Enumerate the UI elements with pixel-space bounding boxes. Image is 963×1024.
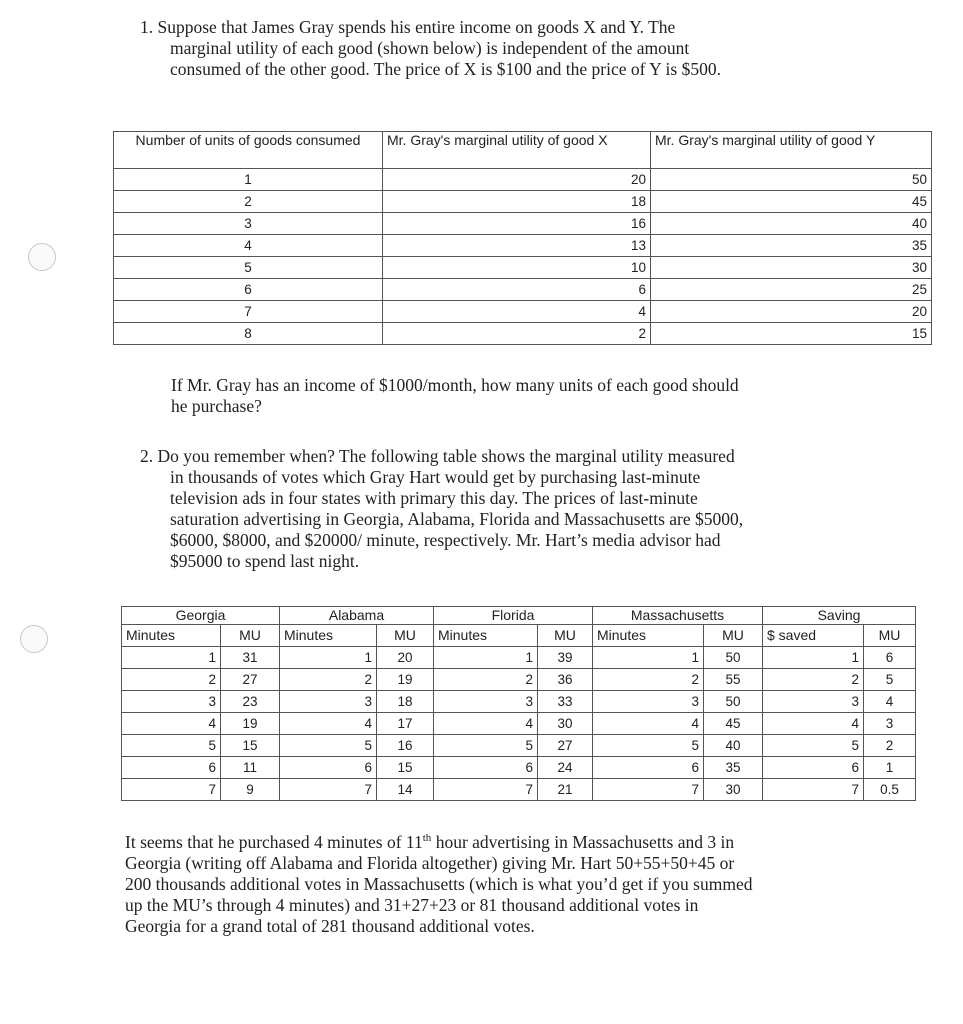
mu-y-cell: 25 <box>651 279 932 301</box>
q1-line-3: consumed of the other good. The price of X is $100 and the price of Y is $500. <box>170 59 721 79</box>
header-al-minutes: Minutes <box>280 625 377 647</box>
ma-minutes-cell: 5 <box>593 735 704 757</box>
mu-x-cell: 18 <box>383 191 651 213</box>
table-row <box>114 301 932 323</box>
mu-x-cell: 4 <box>383 301 651 323</box>
group-massachusetts: Massachusetts <box>593 607 763 625</box>
utility-table-body <box>114 169 932 345</box>
conclusion-line-1-b: hour advertising in Massachusetts and 3 in <box>431 832 735 852</box>
ga-minutes-cell: 4 <box>122 713 221 735</box>
al-minutes-cell: 1 <box>280 647 377 669</box>
units-cell: 1 <box>114 169 383 191</box>
q2-line-1: 2. Do you remember when? The following table shows the marginal utility measured <box>140 446 735 466</box>
state-group-row <box>122 607 916 625</box>
table-row <box>122 757 916 779</box>
fl-minutes-cell: 2 <box>434 669 538 691</box>
table-row <box>114 257 932 279</box>
al-minutes-cell: 3 <box>280 691 377 713</box>
question-1-prompt <box>171 375 739 417</box>
units-cell: 8 <box>114 323 383 345</box>
question-2-intro <box>140 446 743 572</box>
fl-minutes-cell: 4 <box>434 713 538 735</box>
mu-x-cell: 16 <box>383 213 651 235</box>
ma-mu-cell: 35 <box>704 757 763 779</box>
fl-mu-cell: 30 <box>538 713 593 735</box>
table-row <box>122 713 916 735</box>
ma-minutes-cell: 7 <box>593 779 704 801</box>
header-ma-mu: MU <box>704 625 763 647</box>
al-mu-cell: 14 <box>377 779 434 801</box>
ma-mu-cell: 55 <box>704 669 763 691</box>
table-row <box>122 669 916 691</box>
ma-mu-cell: 50 <box>704 691 763 713</box>
mu-x-cell: 20 <box>383 169 651 191</box>
q2-line-5: $6000, $8000, and $20000/ minute, respectively. Mr. Hart’s media advisor had <box>170 530 721 550</box>
saved-cell: 6 <box>763 757 864 779</box>
header-saving-mu: MU <box>864 625 916 647</box>
saved-cell: 3 <box>763 691 864 713</box>
header-ga-mu: MU <box>221 625 280 647</box>
q2-line-4: saturation advertising in Georgia, Alabama, Florida and Massachusetts are $5000, <box>170 509 744 529</box>
conclusion-line-2: Georgia (writing off Alabama and Florida altogether) giving Mr. Hart 50+55+50+45 or <box>125 853 735 873</box>
table-row <box>114 191 932 213</box>
mu-y-cell: 50 <box>651 169 932 191</box>
units-cell: 3 <box>114 213 383 235</box>
ma-minutes-cell: 1 <box>593 647 704 669</box>
conclusion-line-5: Georgia for a grand total of 281 thousand additional votes. <box>125 916 535 936</box>
al-minutes-cell: 6 <box>280 757 377 779</box>
question-2-conclusion <box>125 832 753 937</box>
fl-mu-cell: 21 <box>538 779 593 801</box>
saving-mu-cell: 1 <box>864 757 916 779</box>
table-row <box>122 735 916 757</box>
saved-cell: 1 <box>763 647 864 669</box>
table-row <box>114 323 932 345</box>
ga-mu-cell: 15 <box>221 735 280 757</box>
saving-mu-cell: 0.5 <box>864 779 916 801</box>
conclusion-line-4: up the MU’s through 4 minutes) and 31+27+23 or 81 thousand additional votes in <box>125 895 699 915</box>
mu-x-cell: 6 <box>383 279 651 301</box>
question-1-intro <box>140 17 721 80</box>
ma-minutes-cell: 3 <box>593 691 704 713</box>
conclusion-line-1-a: It seems that he purchased 4 minutes of 11 <box>125 832 423 852</box>
ga-mu-cell: 23 <box>221 691 280 713</box>
ga-mu-cell: 31 <box>221 647 280 669</box>
al-minutes-cell: 4 <box>280 713 377 735</box>
ga-mu-cell: 9 <box>221 779 280 801</box>
mu-x-cell: 10 <box>383 257 651 279</box>
saving-mu-cell: 5 <box>864 669 916 691</box>
ma-minutes-cell: 2 <box>593 669 704 691</box>
q2-line-6: $95000 to spend last night. <box>170 551 360 571</box>
ga-mu-cell: 11 <box>221 757 280 779</box>
group-saving: Saving <box>763 607 916 625</box>
binder-hole-top <box>28 243 56 271</box>
fl-mu-cell: 33 <box>538 691 593 713</box>
saving-mu-cell: 6 <box>864 647 916 669</box>
table-row <box>122 691 916 713</box>
saved-cell: 4 <box>763 713 864 735</box>
conclusion-superscript: th <box>422 832 432 845</box>
votes-table-body <box>122 647 916 801</box>
column-header-row <box>122 625 916 647</box>
al-mu-cell: 15 <box>377 757 434 779</box>
al-mu-cell: 17 <box>377 713 434 735</box>
table-row <box>114 169 932 191</box>
fl-minutes-cell: 1 <box>434 647 538 669</box>
fl-mu-cell: 36 <box>538 669 593 691</box>
table-header-row <box>114 132 932 169</box>
ma-minutes-cell: 6 <box>593 757 704 779</box>
header-fl-minutes: Minutes <box>434 625 538 647</box>
fl-minutes-cell: 7 <box>434 779 538 801</box>
ga-minutes-cell: 2 <box>122 669 221 691</box>
saved-cell: 2 <box>763 669 864 691</box>
saved-cell: 5 <box>763 735 864 757</box>
units-cell: 4 <box>114 235 383 257</box>
ga-mu-cell: 27 <box>221 669 280 691</box>
ga-minutes-cell: 3 <box>122 691 221 713</box>
saving-mu-cell: 4 <box>864 691 916 713</box>
group-alabama: Alabama <box>280 607 434 625</box>
q1-line-2: marginal utility of each good (shown below) is independent of the amount <box>170 38 690 58</box>
ga-minutes-cell: 6 <box>122 757 221 779</box>
mu-y-cell: 20 <box>651 301 932 323</box>
binder-hole-bottom <box>20 625 48 653</box>
ga-mu-cell: 19 <box>221 713 280 735</box>
header-fl-mu: MU <box>538 625 593 647</box>
header-saved: $ saved <box>763 625 864 647</box>
ma-mu-cell: 30 <box>704 779 763 801</box>
al-minutes-cell: 2 <box>280 669 377 691</box>
saving-mu-cell: 3 <box>864 713 916 735</box>
mu-y-cell: 35 <box>651 235 932 257</box>
saved-cell: 7 <box>763 779 864 801</box>
mu-x-cell: 13 <box>383 235 651 257</box>
mu-y-cell: 15 <box>651 323 932 345</box>
group-florida: Florida <box>434 607 593 625</box>
al-mu-cell: 19 <box>377 669 434 691</box>
q2-line-3: television ads in four states with primary this day. The prices of last-minute <box>170 488 698 508</box>
al-mu-cell: 16 <box>377 735 434 757</box>
q1-line-1: 1. Suppose that James Gray spends his entire income on goods X and Y. The <box>140 17 676 37</box>
table-row <box>114 279 932 301</box>
table-row <box>114 235 932 257</box>
header-mu-y: Mr. Gray's marginal utility of good Y <box>651 132 932 169</box>
ga-minutes-cell: 1 <box>122 647 221 669</box>
mu-y-cell: 45 <box>651 191 932 213</box>
ma-minutes-cell: 4 <box>593 713 704 735</box>
ma-mu-cell: 45 <box>704 713 763 735</box>
table-row <box>122 779 916 801</box>
ma-mu-cell: 50 <box>704 647 763 669</box>
fl-mu-cell: 39 <box>538 647 593 669</box>
fl-mu-cell: 27 <box>538 735 593 757</box>
saving-mu-cell: 2 <box>864 735 916 757</box>
utility-table-goods <box>113 131 932 345</box>
al-minutes-cell: 7 <box>280 779 377 801</box>
table-row <box>122 647 916 669</box>
fl-minutes-cell: 5 <box>434 735 538 757</box>
header-mu-x: Mr. Gray's marginal utility of good X <box>383 132 651 169</box>
header-units: Number of units of goods consumed <box>114 132 383 169</box>
mu-x-cell: 2 <box>383 323 651 345</box>
header-ma-minutes: Minutes <box>593 625 704 647</box>
units-cell: 6 <box>114 279 383 301</box>
fl-minutes-cell: 3 <box>434 691 538 713</box>
ma-mu-cell: 40 <box>704 735 763 757</box>
fl-minutes-cell: 6 <box>434 757 538 779</box>
al-mu-cell: 18 <box>377 691 434 713</box>
units-cell: 5 <box>114 257 383 279</box>
q1-question-line-2: he purchase? <box>171 396 262 416</box>
units-cell: 2 <box>114 191 383 213</box>
header-al-mu: MU <box>377 625 434 647</box>
table-row <box>114 213 932 235</box>
al-mu-cell: 20 <box>377 647 434 669</box>
conclusion-line-3: 200 thousands additional votes in Massachusetts (which is what you’d get if you summed <box>125 874 753 894</box>
q2-line-2: in thousands of votes which Gray Hart would get by purchasing last-minute <box>170 467 701 487</box>
fl-mu-cell: 24 <box>538 757 593 779</box>
mu-y-cell: 40 <box>651 213 932 235</box>
header-ga-minutes: Minutes <box>122 625 221 647</box>
conclusion-line-1 <box>125 832 753 853</box>
votes-utility-table <box>121 606 916 801</box>
ga-minutes-cell: 7 <box>122 779 221 801</box>
units-cell: 7 <box>114 301 383 323</box>
mu-y-cell: 30 <box>651 257 932 279</box>
ga-minutes-cell: 5 <box>122 735 221 757</box>
q1-question-line-1: If Mr. Gray has an income of $1000/month, how many units of each good should <box>171 375 739 395</box>
group-georgia: Georgia <box>122 607 280 625</box>
al-minutes-cell: 5 <box>280 735 377 757</box>
